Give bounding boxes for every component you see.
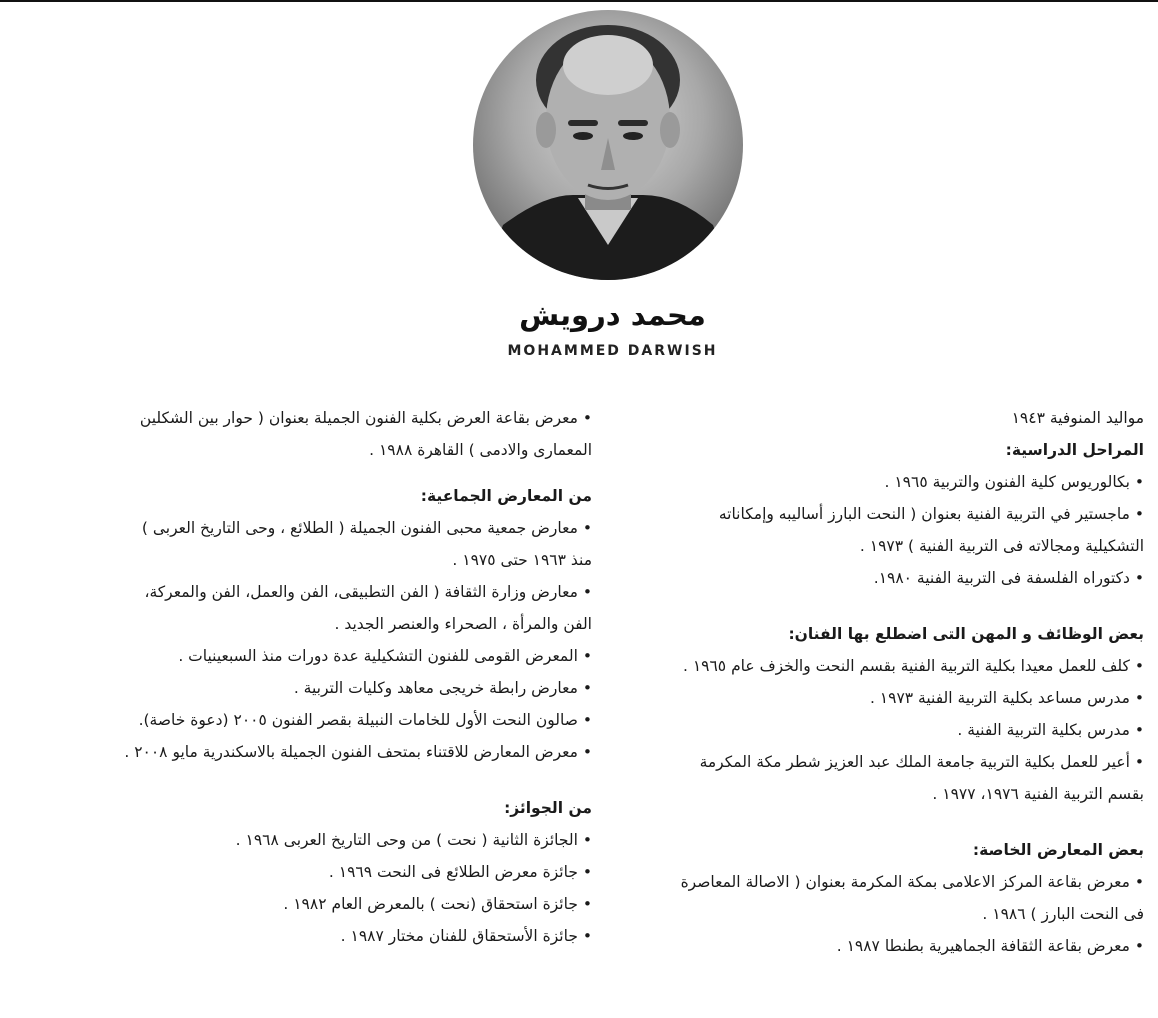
top-border-line (0, 0, 1158, 2)
group-exhibition-item: • معرض المعارض للاقتناء بمتحف الفنون الجميلة بالاسكندرية مايو ٢٠٠٨ . (102, 736, 592, 768)
position-item-continued: بقسم التربية الفنية ١٩٧٦، ١٩٧٧ . (932, 785, 1144, 803)
biography-left-column (102, 402, 592, 952)
biography-right-column (609, 402, 1144, 962)
group-exhibition-item-continued: الفن والمرأة ، الصحراء والعنصر الجديد . (334, 615, 592, 633)
artist-name-english: MOHAMMED DARWISH (507, 343, 718, 359)
solo-exhibitions-heading: بعض المعارض الخاصة: (972, 841, 1144, 859)
artist-portrait-photo (473, 10, 743, 280)
position-item: • مدرس بكلية التربية الفنية . (609, 714, 1144, 746)
position-item: • كلف للعمل معيدا بكلية التربية الفنية بقسم النحت والخزف عام ١٩٦٥ . (609, 650, 1144, 682)
section-spacer (102, 768, 592, 792)
section-spacer (102, 466, 592, 480)
education-item: • دكتوراه الفلسفة فى التربية الفنية ١٩٨٠. (609, 562, 1144, 594)
section-spacer (609, 594, 1144, 618)
group-exhibition-item: • معارض رابطة خريجى معاهد وكليات التربية . (102, 672, 592, 704)
section-spacer (609, 810, 1144, 834)
group-exhibition-item: • صالون النحت الأول للخامات النبيلة بقصر الفنون ٢٠٠٥ (دعوة خاصة). (102, 704, 592, 736)
group-exhibition-item: • معارض جمعية محبى الفنون الجميلة ( الطلائع ، وحى التاريخ العربى ) (102, 512, 592, 544)
group-exhibition-item-continued: منذ ١٩٦٣ حتى ١٩٧٥ . (452, 551, 592, 569)
group-exhibition-item: • المعرض القومى للفنون التشكيلية عدة دورات منذ السبعينيات . (102, 640, 592, 672)
solo-exhibition-item: • معرض بقاعة العرض بكلية الفنون الجميلة بعنوان ( حوار بين الشكلين (102, 402, 592, 434)
positions-heading: بعض الوظائف و المهن التى اضطلع بها الفنان: (788, 625, 1144, 643)
solo-exhibition-item: • معرض بقاعة المركز الاعلامى بمكة المكرمة بعنوان ( الاصالة المعاصرة (609, 866, 1144, 898)
education-item: • ماجستير في التربية الفنية بعنوان ( النحت البارز أساليبه وإمكاناته (609, 498, 1144, 530)
group-exhibitions-heading: من المعارض الجماعية: (420, 487, 592, 505)
position-item: • أعير للعمل بكلية التربية جامعة الملك عبد العزيز شطر مكة المكرمة (609, 746, 1144, 778)
group-exhibition-item: • معارض وزارة الثقافة ( الفن التطبيقى، الفن والعمل، الفن والمعركة، (102, 576, 592, 608)
birth-info: مواليد المنوفية ١٩٤٣ (1011, 409, 1144, 427)
awards-heading: من الجوائز: (504, 799, 592, 817)
award-item: • جائزة معرض الطلائع فى النحت ١٩٦٩ . (102, 856, 592, 888)
award-item: • الجائزة الثانية ( نحت ) من وحى التاريخ العربى ١٩٦٨ . (102, 824, 592, 856)
artist-name-arabic: محمد درويش (519, 298, 706, 332)
solo-exhibition-item-continued: المعمارى والادمى ) القاهرة ١٩٨٨ . (369, 441, 592, 459)
award-item: • جائزة استحقاق (نحت ) بالمعرض العام ١٩٨٢ . (102, 888, 592, 920)
education-item: • بكالوريوس كلية الفنون والتربية ١٩٦٥ . (609, 466, 1144, 498)
education-heading: المراحل الدراسية: (1005, 441, 1144, 459)
solo-exhibition-item-continued: فى النحت البارز ) ١٩٨٦ . (982, 905, 1144, 923)
education-item-continued: التشكيلية ومجالاته فى التربية الفنية ) ١٩٧٣ . (859, 537, 1144, 555)
position-item: • مدرس مساعد بكلية التربية الفنية ١٩٧٣ . (609, 682, 1144, 714)
solo-exhibition-item: • معرض بقاعة الثقافة الجماهيرية بطنطا ١٩٨٧ . (609, 930, 1144, 962)
award-item: • جائزة الأستحقاق للفنان مختار ١٩٨٧ . (102, 920, 592, 952)
